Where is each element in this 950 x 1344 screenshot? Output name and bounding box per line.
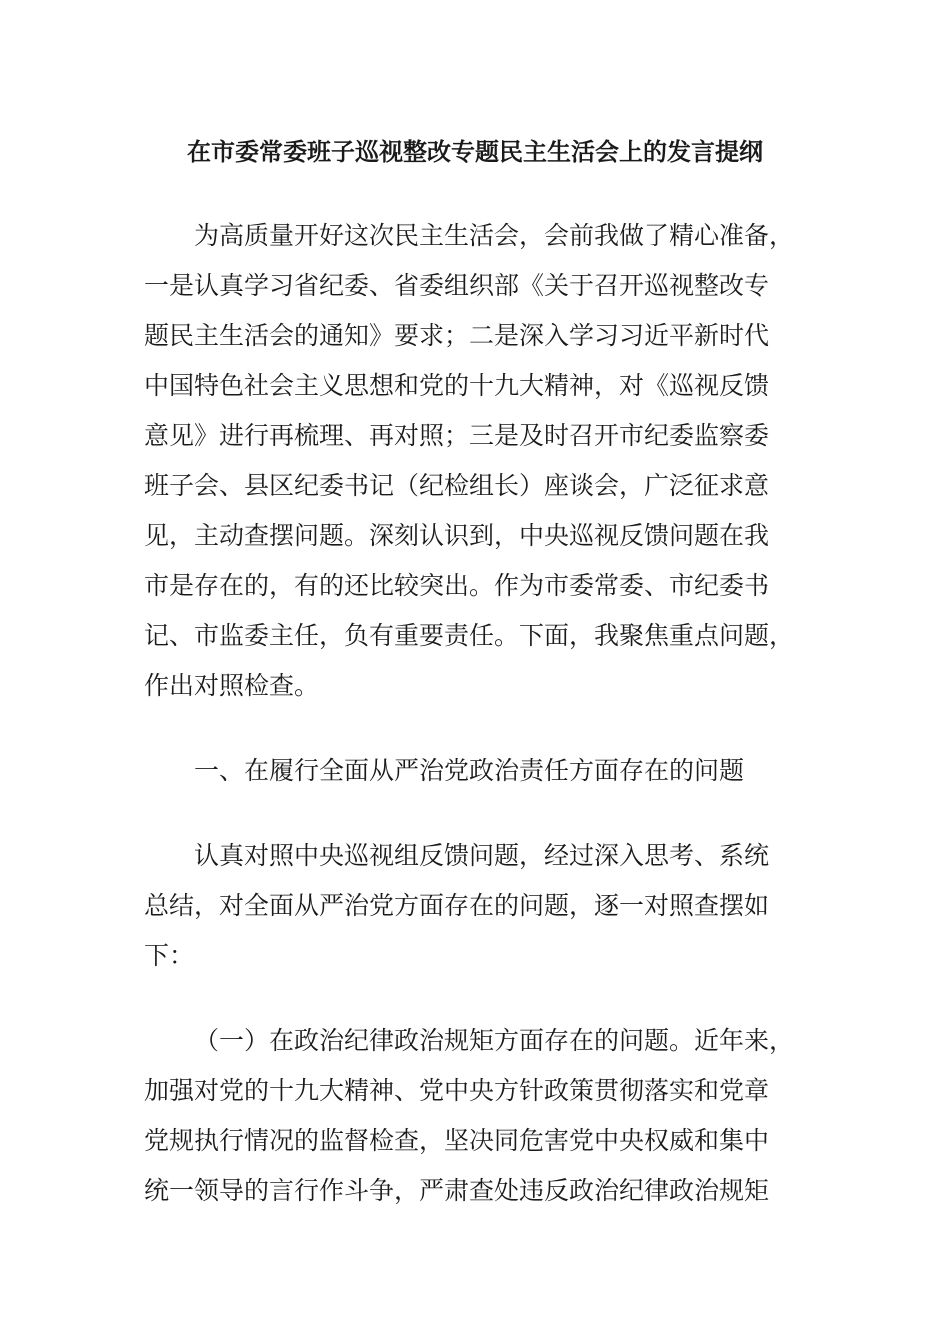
section-heading: 一、在履行全面从严治党政治责任方面存在的问题 bbox=[194, 756, 745, 785]
paragraph-line: 作出对照检查。 bbox=[144, 671, 320, 700]
paragraph-line: 记、市监委主任，负有重要责任。下面，我聚焦重点问题， bbox=[144, 621, 795, 650]
paragraph-line: 总结，对全面从严治党方面存在的问题，逐一对照查摆如 bbox=[144, 891, 770, 920]
paragraph-line: 加强对党的十九大精神、党中央方针政策贯彻落实和党章 bbox=[144, 1076, 770, 1105]
paragraph-line: 意见》进行再梳理、再对照；三是及时召开市纪委监察委 bbox=[144, 421, 770, 450]
paragraph-line: 下： bbox=[144, 941, 195, 970]
paragraph-line: 统一领导的言行作斗争，严肃查处违反政治纪律政治规矩 bbox=[144, 1176, 770, 1205]
paragraph-line: 中国特色社会主义思想和党的十九大精神，对《巡视反馈 bbox=[144, 371, 770, 400]
paragraph-line: 认真对照中央巡视组反馈问题，经过深入思考、系统 bbox=[194, 841, 770, 870]
paragraph-line: 市是存在的，有的还比较突出。作为市委常委、市纪委书 bbox=[144, 571, 770, 600]
document-title: 在市委常委班子巡视整改专题民主生活会上的发言提纲 bbox=[187, 138, 763, 166]
paragraph-line: 见，主动查摆问题。深刻认识到，中央巡视反馈问题在我 bbox=[144, 521, 770, 550]
paragraph-line: 班子会、县区纪委书记（纪检组长）座谈会，广泛征求意 bbox=[144, 471, 770, 500]
paragraph-line: 为高质量开好这次民主生活会，会前我做了精心准备， bbox=[194, 221, 795, 250]
paragraph-line: 党规执行情况的监督检查，坚决同危害党中央权威和集中 bbox=[144, 1126, 770, 1155]
paragraph-line: 一是认真学习省纪委、省委组织部《关于召开巡视整改专 bbox=[144, 271, 770, 300]
paragraph-line: 题民主生活会的通知》要求；二是深入学习习近平新时代 bbox=[144, 321, 770, 350]
paragraph-line: （一）在政治纪律政治规矩方面存在的问题。近年来， bbox=[194, 1026, 795, 1055]
